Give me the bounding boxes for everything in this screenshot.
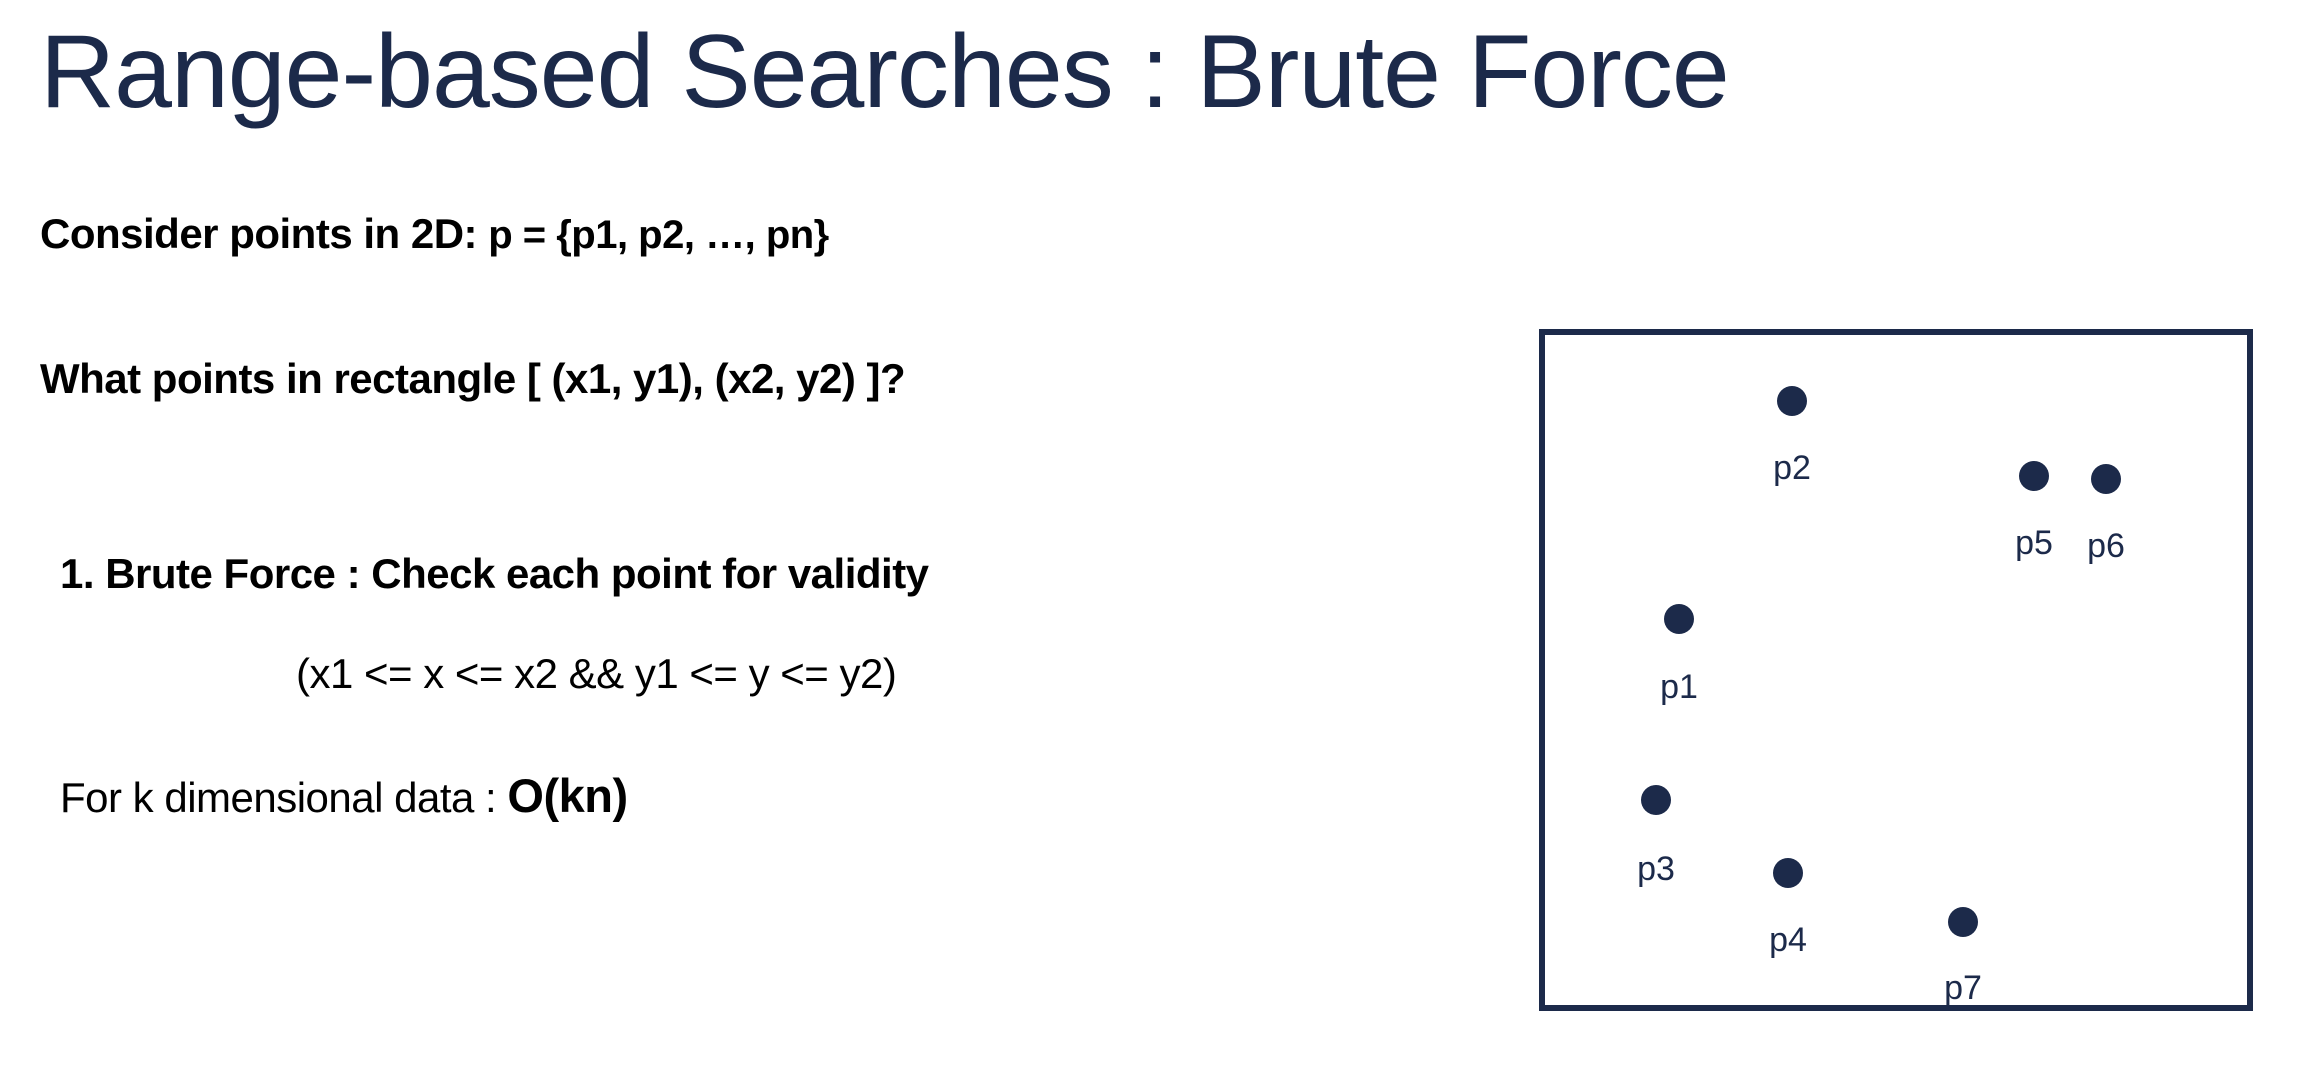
slide-title: Range-based Searches : Brute Force xyxy=(40,14,1729,130)
point-p2-dot xyxy=(1777,386,1807,416)
point-p6-label: p6 xyxy=(2087,527,2125,565)
point-p7-label: p7 xyxy=(1944,969,1982,1007)
rectangle-question: What points in rectangle [ (x1, y1), (x2, y2) ]? xyxy=(40,355,906,402)
point-p1-label: p1 xyxy=(1660,668,1698,706)
point-p3-label: p3 xyxy=(1637,850,1675,888)
point-p4-label: p4 xyxy=(1769,921,1807,959)
point-p3-dot xyxy=(1641,785,1671,815)
point-p6-dot xyxy=(2091,464,2121,494)
point-p5-dot xyxy=(2019,461,2049,491)
validity-condition: (x1 <= x <= x2 && y1 <= y <= y2) xyxy=(296,650,897,697)
brute-force-heading: 1. Brute Force : Check each point for validity xyxy=(60,550,929,597)
complexity-value: O(kn) xyxy=(507,769,628,822)
point-p1-dot xyxy=(1664,604,1694,634)
points-diagram-svg xyxy=(1538,328,2254,1012)
point-p4-dot xyxy=(1773,858,1803,888)
query-rectangle xyxy=(1542,332,2250,1008)
points-set: p = {p1, p2, …, pn} xyxy=(488,213,829,257)
point-p7-dot xyxy=(1948,907,1978,937)
complexity-lead: For k dimensional data : xyxy=(60,774,508,821)
points-diagram xyxy=(1538,328,2254,1012)
point-p2-label: p2 xyxy=(1773,449,1811,487)
points-definition xyxy=(40,210,829,258)
complexity-statement xyxy=(60,768,628,823)
point-p5-label: p5 xyxy=(2015,524,2053,562)
points-definition-lead: Consider points in 2D: xyxy=(40,210,489,257)
